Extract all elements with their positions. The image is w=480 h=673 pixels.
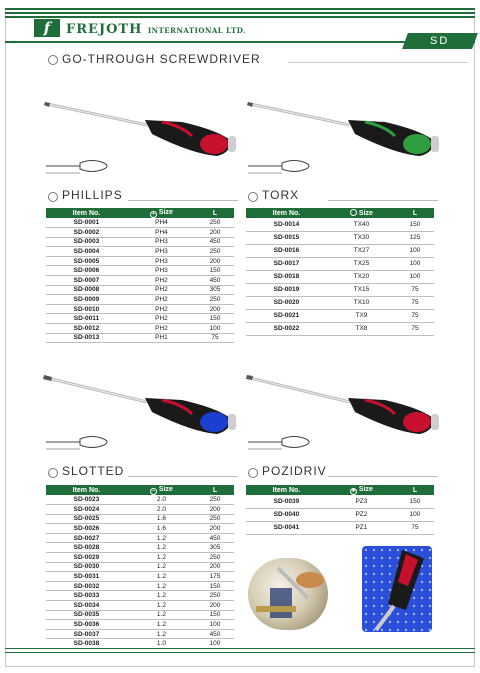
item-number: SD-0020 xyxy=(246,296,327,309)
phillips-tip-icon: + xyxy=(150,211,157,218)
slotted-heading xyxy=(48,464,238,480)
phillips-table xyxy=(46,208,234,343)
length-value: 75 xyxy=(396,309,434,322)
size-value: TX15 xyxy=(327,283,396,296)
title-bullet-icon xyxy=(48,55,58,65)
item-number: SD-0039 xyxy=(246,495,327,508)
length-value: 200 xyxy=(196,256,234,266)
size-value: 1.2 xyxy=(127,629,196,639)
slotted-header-row xyxy=(46,485,234,495)
item-number: SD-0025 xyxy=(46,514,127,524)
table-row xyxy=(46,266,234,276)
item-number: SD-0012 xyxy=(46,324,127,334)
item-number: SD-0029 xyxy=(46,553,127,563)
size-value: PH3 xyxy=(127,237,196,247)
slotted-bullet-icon xyxy=(48,468,58,478)
length-value: 150 xyxy=(396,495,434,508)
table-row xyxy=(46,629,234,639)
length-value: 200 xyxy=(196,601,234,611)
table-row xyxy=(46,495,234,505)
item-number: SD-0008 xyxy=(46,285,127,295)
phillips-col-size xyxy=(127,208,196,218)
slotted-dimension-sketch xyxy=(44,434,114,454)
size-value: PH3 xyxy=(127,256,196,266)
size-value: TX27 xyxy=(327,244,396,257)
slotted-col-label: Item No. xyxy=(72,486,101,494)
length-value: 75 xyxy=(396,296,434,309)
length-value: 450 xyxy=(196,533,234,543)
item-number: SD-0004 xyxy=(46,247,127,257)
pozidriv-heading xyxy=(248,464,438,480)
length-value: 250 xyxy=(196,591,234,601)
size-value: PH4 xyxy=(127,228,196,238)
item-number: SD-0037 xyxy=(46,629,127,639)
phillips-col-length xyxy=(196,208,234,218)
table-row xyxy=(246,296,434,309)
phillips-dimension-sketch xyxy=(44,158,114,178)
pozidriv-dimension-sketch xyxy=(246,434,316,454)
length-value: 100 xyxy=(396,270,434,283)
table-row xyxy=(46,276,234,286)
pozidriv-bullet-icon xyxy=(248,468,258,478)
length-value: 200 xyxy=(196,524,234,534)
table-row xyxy=(246,283,434,296)
item-number: SD-0021 xyxy=(246,309,327,322)
item-number: SD-0019 xyxy=(246,283,327,296)
phillips-heading xyxy=(48,188,238,204)
item-number: SD-0018 xyxy=(246,270,327,283)
torx-tip-icon xyxy=(350,209,357,216)
item-number: SD-0009 xyxy=(46,295,127,305)
table-row xyxy=(46,247,234,257)
item-number: SD-0010 xyxy=(46,304,127,314)
item-number: SD-0040 xyxy=(246,508,327,521)
table-row xyxy=(246,231,434,244)
item-number: SD-0031 xyxy=(46,572,127,582)
size-value: PH2 xyxy=(127,304,196,314)
pozidriv-col-label: L xyxy=(412,486,418,494)
pozidriv-col-item xyxy=(246,485,327,495)
torx-dimension-sketch xyxy=(246,158,316,178)
length-value: 450 xyxy=(196,237,234,247)
item-number: SD-0036 xyxy=(46,620,127,630)
size-value: 1.2 xyxy=(127,562,196,572)
slotted-col-label: L xyxy=(212,486,218,494)
size-value: TX20 xyxy=(327,270,396,283)
torx-col-label: Size xyxy=(358,210,373,217)
size-value: 1.2 xyxy=(127,620,196,630)
length-value: 250 xyxy=(196,514,234,524)
item-number: SD-0023 xyxy=(46,495,127,505)
table-row xyxy=(46,285,234,295)
size-value: PH4 xyxy=(127,218,196,228)
length-value: 250 xyxy=(196,495,234,505)
item-number: SD-0034 xyxy=(46,601,127,611)
pozidriv-col-length xyxy=(396,485,434,495)
table-row xyxy=(46,572,234,582)
size-value: PZ3 xyxy=(327,495,396,508)
item-number: SD-0003 xyxy=(46,237,127,247)
item-number: SD-0030 xyxy=(46,562,127,572)
length-value: 75 xyxy=(396,521,434,534)
table-row xyxy=(46,295,234,305)
company-logo: f xyxy=(34,19,60,37)
size-value: PH3 xyxy=(127,266,196,276)
phillips-screwdriver-image xyxy=(42,92,242,162)
item-number: SD-0011 xyxy=(46,314,127,324)
table-row xyxy=(46,543,234,553)
item-number: SD-0041 xyxy=(246,521,327,534)
size-value: 2.0 xyxy=(127,495,196,505)
item-number: SD-0001 xyxy=(46,218,127,228)
size-value: PH3 xyxy=(127,247,196,257)
torx-col-size xyxy=(327,208,396,218)
product-detail-drawing xyxy=(362,546,432,632)
table-row xyxy=(46,562,234,572)
item-number: SD-0024 xyxy=(46,505,127,515)
length-value: 100 xyxy=(196,639,234,649)
torx-bullet-icon xyxy=(248,192,258,202)
torx-col-label: Item No. xyxy=(272,209,301,217)
phillips-col-label: Size xyxy=(158,208,173,216)
size-value: 1.2 xyxy=(127,543,196,553)
pozidriv-header-row xyxy=(246,485,434,495)
phillips-title: PHILLIPS xyxy=(62,188,123,202)
size-value: PH1 xyxy=(127,333,196,343)
item-number: SD-0005 xyxy=(46,256,127,266)
item-number: SD-0006 xyxy=(46,266,127,276)
size-value: 1.2 xyxy=(127,581,196,591)
table-row xyxy=(246,309,434,322)
category-tag-label: SD xyxy=(430,35,450,47)
length-value: 150 xyxy=(396,218,434,231)
length-value: 150 xyxy=(196,581,234,591)
length-value: 450 xyxy=(196,276,234,286)
item-number: SD-0027 xyxy=(46,533,127,543)
size-value: 1.2 xyxy=(127,553,196,563)
page-title-bar xyxy=(48,52,468,66)
size-value: TX30 xyxy=(327,231,396,244)
torx-col-item xyxy=(246,208,327,218)
length-value: 250 xyxy=(196,218,234,228)
table-row xyxy=(46,553,234,563)
length-value: 150 xyxy=(196,266,234,276)
length-value: 100 xyxy=(396,508,434,521)
pozidriv-col-size xyxy=(327,485,396,495)
length-value: 305 xyxy=(196,285,234,295)
table-row xyxy=(46,533,234,543)
table-row xyxy=(246,218,434,231)
pozidriv-title: POZIDRIV xyxy=(262,464,327,478)
phillips-bullet-icon xyxy=(48,192,58,202)
pozidriv-table xyxy=(246,485,434,535)
length-value: 100 xyxy=(396,244,434,257)
length-value: 200 xyxy=(196,505,234,515)
item-number: SD-0035 xyxy=(46,610,127,620)
table-row xyxy=(46,591,234,601)
length-value: 200 xyxy=(196,304,234,314)
torx-header-row xyxy=(246,208,434,218)
length-value: 175 xyxy=(196,572,234,582)
torx-table xyxy=(246,208,434,336)
company-name xyxy=(66,22,246,37)
pozidriv-tip-icon: ✱ xyxy=(351,487,356,494)
slotted-col-size xyxy=(127,485,196,495)
table-row xyxy=(46,314,234,324)
table-row xyxy=(246,270,434,283)
table-row xyxy=(46,333,234,343)
phillips-col-label: Item No. xyxy=(72,209,101,217)
size-value: PH2 xyxy=(127,285,196,295)
slotted-col-label: Size xyxy=(158,485,173,493)
table-row xyxy=(46,228,234,238)
size-value: TX8 xyxy=(327,322,396,335)
slotted-rule xyxy=(128,476,238,477)
slotted-screwdriver-image xyxy=(42,370,242,440)
size-value: PH2 xyxy=(127,276,196,286)
table-row xyxy=(246,322,434,335)
size-value: 1.2 xyxy=(127,591,196,601)
item-number: SD-0028 xyxy=(46,543,127,553)
table-row xyxy=(46,524,234,534)
table-row xyxy=(46,324,234,334)
table-row xyxy=(246,244,434,257)
table-row xyxy=(46,304,234,314)
size-value: PZ2 xyxy=(327,508,396,521)
item-number: SD-0002 xyxy=(46,228,127,238)
table-row xyxy=(46,581,234,591)
pozidriv-rule xyxy=(328,476,438,477)
length-value: 75 xyxy=(196,333,234,343)
phillips-header-row xyxy=(46,208,234,218)
table-row xyxy=(246,521,434,534)
size-value: PZ1 xyxy=(327,521,396,534)
slotted-title: SLOTTED xyxy=(62,464,125,478)
size-value: 2.0 xyxy=(127,505,196,515)
length-value: 150 xyxy=(196,314,234,324)
item-number: SD-0026 xyxy=(46,524,127,534)
length-value: 200 xyxy=(196,228,234,238)
item-number: SD-0033 xyxy=(46,591,127,601)
size-value: 1.2 xyxy=(127,572,196,582)
torx-title: TORX xyxy=(262,188,300,202)
length-value: 75 xyxy=(396,322,434,335)
size-value: 1.2 xyxy=(127,601,196,611)
length-value: 75 xyxy=(396,283,434,296)
table-row xyxy=(46,610,234,620)
slotted-col-item xyxy=(46,485,127,495)
size-value: TX40 xyxy=(327,218,396,231)
usage-photo xyxy=(248,558,328,630)
category-tag xyxy=(402,33,478,49)
length-value: 200 xyxy=(196,562,234,572)
length-value: 100 xyxy=(396,257,434,270)
item-number: SD-0013 xyxy=(46,333,127,343)
size-value: TX10 xyxy=(327,296,396,309)
item-number: SD-0038 xyxy=(46,639,127,649)
size-value: 1.0 xyxy=(127,639,196,649)
length-value: 250 xyxy=(196,295,234,305)
item-number: SD-0017 xyxy=(246,257,327,270)
torx-col-length xyxy=(396,208,434,218)
length-value: 250 xyxy=(196,247,234,257)
torx-heading xyxy=(248,188,438,204)
length-value: 150 xyxy=(196,610,234,620)
torx-rule xyxy=(328,200,438,201)
table-row xyxy=(46,620,234,630)
table-row xyxy=(246,508,434,521)
size-value: 1.2 xyxy=(127,533,196,543)
company-name-rest: INTERNATIONAL LTD. xyxy=(147,26,246,35)
phillips-col-item xyxy=(46,208,127,218)
pozidriv-col-label: Size xyxy=(358,485,373,493)
length-value: 305 xyxy=(196,543,234,553)
size-value: 1.6 xyxy=(127,524,196,534)
table-row xyxy=(46,237,234,247)
size-value: TX9 xyxy=(327,309,396,322)
item-number: SD-0016 xyxy=(246,244,327,257)
phillips-col-label: L xyxy=(212,209,218,217)
page-title: GO-THROUGH SCREWDRIVER xyxy=(62,52,261,66)
phillips-rule xyxy=(128,200,238,201)
size-value: PH2 xyxy=(127,295,196,305)
size-value: 1.2 xyxy=(127,610,196,620)
pozidriv-col-label: Item No. xyxy=(272,486,301,494)
table-row xyxy=(46,601,234,611)
length-value: 250 xyxy=(196,553,234,563)
table-row xyxy=(46,514,234,524)
length-value: 450 xyxy=(196,629,234,639)
table-row xyxy=(246,257,434,270)
length-value: 100 xyxy=(196,324,234,334)
header-stripes xyxy=(5,8,475,20)
item-number: SD-0022 xyxy=(246,322,327,335)
slotted-table xyxy=(46,485,234,649)
item-number: SD-0007 xyxy=(46,276,127,286)
product-detail-photo xyxy=(362,546,432,632)
size-value: PH2 xyxy=(127,324,196,334)
slotted-col-length xyxy=(196,485,234,495)
table-row xyxy=(46,218,234,228)
torx-col-label: L xyxy=(412,209,418,217)
table-row xyxy=(46,505,234,515)
usage-photo-drawing xyxy=(248,558,328,630)
pozidriv-screwdriver-image xyxy=(245,370,445,440)
item-number: SD-0032 xyxy=(46,581,127,591)
slotted-tip-icon: − xyxy=(150,488,157,495)
item-number: SD-0015 xyxy=(246,231,327,244)
title-rule xyxy=(288,62,468,63)
torx-screwdriver-image xyxy=(245,92,445,162)
size-value: TX25 xyxy=(327,257,396,270)
size-value: 1.6 xyxy=(127,514,196,524)
company-name-main: FREJOTH xyxy=(66,22,143,37)
size-value: PH2 xyxy=(127,314,196,324)
table-row xyxy=(246,495,434,508)
table-row xyxy=(46,256,234,266)
item-number: SD-0014 xyxy=(246,218,327,231)
length-value: 125 xyxy=(396,231,434,244)
length-value: 100 xyxy=(196,620,234,630)
